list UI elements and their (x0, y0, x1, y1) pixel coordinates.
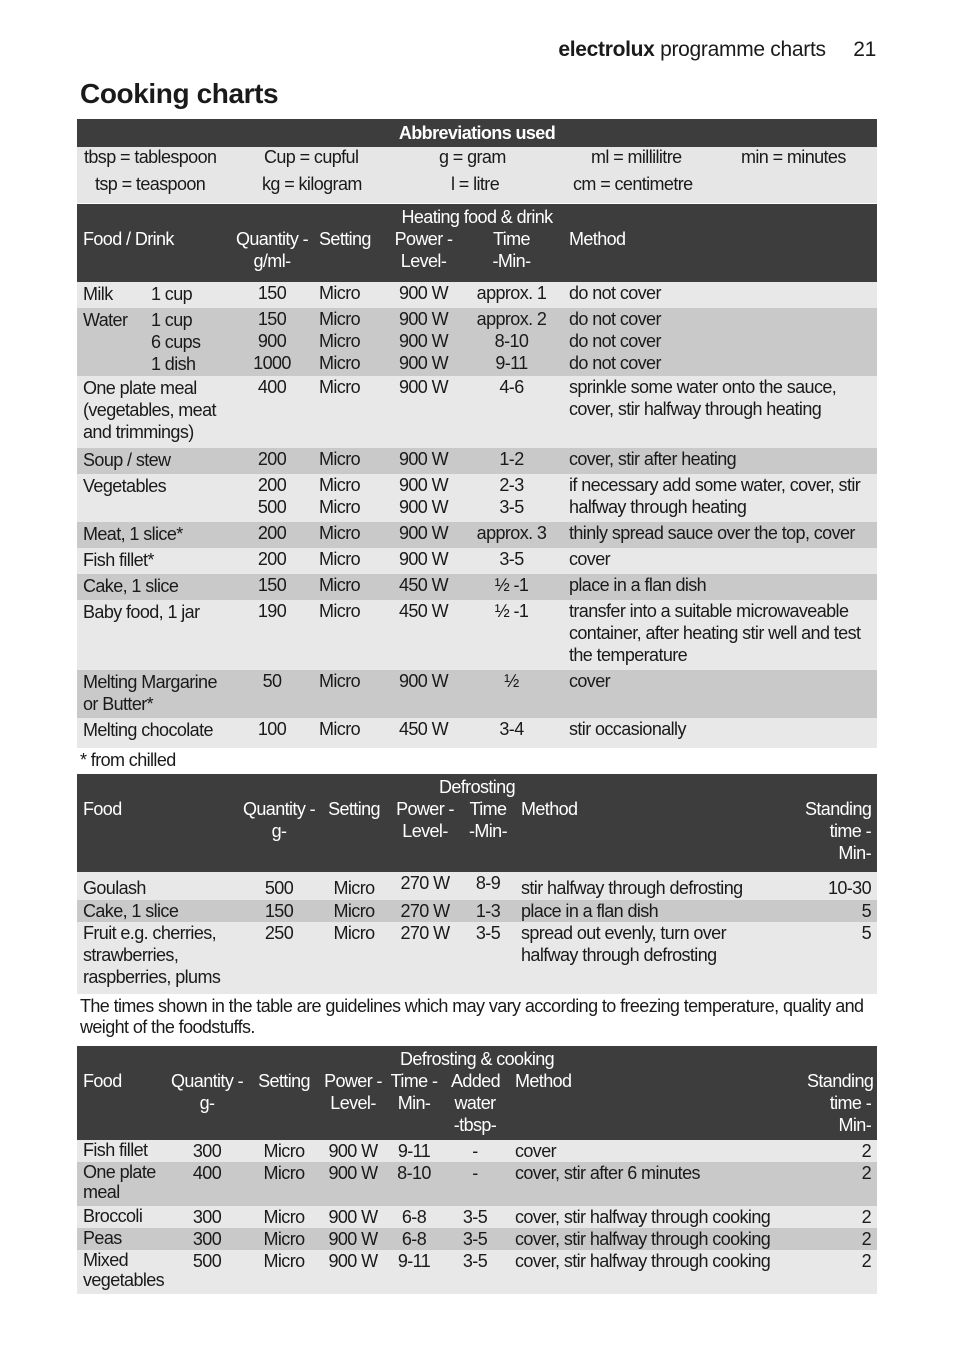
power-cell: 900 W 900 W 900 W (387, 308, 460, 376)
food-cell: Meat, 1 slice* (77, 522, 231, 548)
page-header (558, 38, 876, 62)
method-cell: place in a flan dish (515, 900, 785, 922)
quantity-cell: 500 (165, 1250, 249, 1294)
method-cell: sprinkle some water onto the sauce, cover, stir halfway through heating (563, 376, 877, 448)
food-cell: Cake, 1 slice (77, 574, 231, 600)
col-power: Power -Level- (387, 228, 460, 282)
time-cell: 9-11 (387, 1250, 441, 1294)
table-row (77, 474, 877, 522)
method-cell: transfer into a suitable microwaveable container, after heating stir well and test the temperature (563, 600, 877, 670)
method-cell: cover, stir after 6 minutes (509, 1162, 787, 1206)
quantity-cell: 150 900 1000 (231, 308, 313, 376)
time-cell: 2-3 3-5 (460, 474, 563, 522)
setting-cell: Micro Micro Micro (313, 308, 387, 376)
col-power: Power -Level- (319, 1070, 387, 1140)
setting-cell: Micro (249, 1162, 319, 1206)
method-cell: cover (563, 548, 877, 574)
time-cell: 3-4 (460, 718, 563, 748)
col-food: Food (77, 1070, 165, 1140)
abbr-item: ml = millilitre (591, 147, 682, 167)
food-cell: One plate meal (vegetables, meat and trimmings) (77, 376, 231, 448)
power-cell: 270 W (389, 872, 461, 900)
standing-cell: 2 (787, 1162, 877, 1206)
power-cell: 900 W (319, 1228, 387, 1250)
method-cell: do not cover (563, 282, 877, 308)
setting-cell: Micro (249, 1250, 319, 1294)
setting-cell: Micro (249, 1206, 319, 1228)
quantity-cell: 50 (231, 670, 313, 718)
table-row (77, 574, 877, 600)
abbreviations-box (77, 119, 877, 203)
table-row (77, 670, 877, 718)
table-row (77, 718, 877, 748)
col-quantity: Quantity -g- (165, 1070, 249, 1140)
quantity-cell: 300 (165, 1228, 249, 1250)
food-cell: Baby food, 1 jar (77, 600, 231, 670)
food-cell: Fruit e.g. cherries, strawberries, raspberries, plums (77, 922, 239, 994)
col-time: Time -Min- (460, 228, 563, 282)
method-cell: cover (563, 670, 877, 718)
time-cell: ½ -1 (460, 574, 563, 600)
quantity-cell: 400 (231, 376, 313, 448)
quantity-cell: 200 (231, 448, 313, 474)
food-cell (77, 282, 231, 308)
power-cell: 900 W (387, 376, 460, 448)
abbr-item: kg = kilogram (262, 174, 362, 194)
standing-cell: 2 (787, 1140, 877, 1162)
standing-cell: 5 (785, 922, 877, 994)
table-row (77, 1228, 877, 1250)
quantity-cell: 300 (165, 1140, 249, 1162)
setting-cell: Micro (313, 600, 387, 670)
setting-cell: Micro (313, 282, 387, 308)
standing-cell: 5 (785, 900, 877, 922)
abbr-item: l = litre (451, 174, 500, 194)
power-cell: 900 W (387, 448, 460, 474)
food-cell: Peas (77, 1228, 165, 1250)
defrosting-table (77, 774, 877, 994)
method-cell: cover, stir halfway through cooking (509, 1228, 787, 1250)
setting-cell: Micro (313, 522, 387, 548)
table-row (77, 922, 877, 994)
table-row (77, 600, 877, 670)
abbr-item: tbsp = tablespoon (84, 147, 217, 167)
time-cell: 8-9 (461, 872, 515, 900)
table-row (77, 900, 877, 922)
quantity-cell: 150 (239, 900, 319, 922)
quantity-cell: 400 (165, 1162, 249, 1206)
food-cell: Fish fillet* (77, 548, 231, 574)
table-row (77, 376, 877, 448)
method-cell: spread out evenly, turn over halfway through defrosting (515, 922, 785, 994)
method-cell: do not cover do not cover do not cover (563, 308, 877, 376)
col-method: Method (563, 228, 877, 282)
time-cell: 3-5 (461, 922, 515, 994)
time-cell: approx. 3 (460, 522, 563, 548)
food-cell: Cake, 1 slice (77, 900, 239, 922)
defrost-cook-table (77, 1046, 877, 1294)
time-cell: 4-6 (460, 376, 563, 448)
col-food: Food / Drink (77, 228, 231, 282)
table-row (77, 1162, 877, 1206)
food-cell: Goulash (77, 872, 239, 900)
col-food: Food (77, 798, 239, 872)
power-cell: 450 W (387, 600, 460, 670)
food-cell: Melting chocolate (77, 718, 231, 748)
power-cell: 900 W (387, 548, 460, 574)
time-cell: ½ -1 (460, 600, 563, 670)
method-cell: if necessary add some water, cover, stir halfway through heating (563, 474, 877, 522)
time-cell: ½ (460, 670, 563, 718)
standing-cell: 2 (787, 1250, 877, 1294)
food-cell (77, 308, 231, 376)
setting-cell: Micro (319, 922, 389, 994)
method-cell: thinly spread sauce over the top, cover (563, 522, 877, 548)
col-time: Time -Min- (461, 798, 515, 872)
table-row (77, 282, 877, 308)
food-cell: One plate meal (77, 1162, 165, 1206)
table-row (77, 1250, 877, 1294)
quantity-cell: 200 (231, 522, 313, 548)
table-row (77, 308, 877, 376)
table-row (77, 1206, 877, 1228)
water-cell: - (441, 1162, 509, 1206)
setting-cell: Micro (319, 900, 389, 922)
setting-cell: Micro (313, 376, 387, 448)
time-cell: 8-10 (387, 1162, 441, 1206)
col-setting: Setting (319, 798, 389, 872)
setting-cell: Micro Micro (313, 474, 387, 522)
power-cell: 900 W (387, 522, 460, 548)
food-name: Milk (83, 284, 113, 304)
power-cell: 270 W (389, 922, 461, 994)
table-row (77, 548, 877, 574)
setting-cell: Micro (313, 448, 387, 474)
abbreviations-title: Abbreviations used (77, 119, 877, 147)
col-added-water: Added water -tbsp- (441, 1070, 509, 1140)
page-title: Cooking charts (80, 78, 279, 109)
water-cell: 3-5 (441, 1228, 509, 1250)
method-cell: cover, stir halfway through cooking (509, 1206, 787, 1228)
defrosting-title: Defrosting (77, 774, 877, 798)
power-cell: 900 W (319, 1250, 387, 1294)
heating-title: Heating food & drink (77, 204, 877, 228)
setting-cell: Micro (313, 548, 387, 574)
quantity-cell: 150 (231, 282, 313, 308)
quantity-cell: 250 (239, 922, 319, 994)
col-standing: Standing time -Min- (785, 798, 877, 872)
col-quantity: Quantity -g/ml- (231, 228, 313, 282)
table-row (77, 448, 877, 474)
power-cell: 900 W 900 W (387, 474, 460, 522)
method-cell: stir occasionally (563, 718, 877, 748)
power-cell: 900 W (319, 1140, 387, 1162)
time-cell: 3-5 (460, 548, 563, 574)
abbr-item: g = gram (439, 147, 506, 167)
quantity-cell: 200 500 (231, 474, 313, 522)
defrost-cook-title: Defrosting & cooking (77, 1046, 877, 1070)
section-name: programme charts (660, 38, 826, 61)
abbr-item: cm = centimetre (573, 174, 693, 194)
food-cell: Melting Margarine or Butter* (77, 670, 231, 718)
page-number: 21 (853, 38, 876, 61)
table-row (77, 872, 877, 900)
setting-cell: Micro (249, 1228, 319, 1250)
quantity-cell: 190 (231, 600, 313, 670)
power-cell: 450 W (387, 718, 460, 748)
col-method: Method (509, 1070, 787, 1140)
food-cell: Vegetables (77, 474, 231, 522)
food-cell: Broccoli (77, 1206, 165, 1228)
food-cell: Soup / stew (77, 448, 231, 474)
table-row (77, 522, 877, 548)
standing-cell: 10-30 (785, 872, 877, 900)
col-quantity: Quantity -g- (239, 798, 319, 872)
col-method: Method (515, 798, 785, 872)
standing-cell: 2 (787, 1228, 877, 1250)
food-cell: Mixed vegetables (77, 1250, 165, 1294)
food-portion: 1 cup (151, 284, 193, 304)
food-portion: 1 cup 6 cups 1 dish (151, 310, 201, 374)
time-cell: 6-8 (387, 1228, 441, 1250)
method-cell: cover, stir halfway through cooking (509, 1250, 787, 1294)
power-cell: 900 W (387, 670, 460, 718)
defrosting-note: The times shown in the table are guidelines which may vary according to freezing temperature, quality and weight of the foodstuffs. (80, 996, 864, 1037)
col-setting: Setting (249, 1070, 319, 1140)
quantity-cell: 200 (231, 548, 313, 574)
quantity-cell: 150 (231, 574, 313, 600)
table-row (77, 1140, 877, 1162)
time-cell: approx. 1 (460, 282, 563, 308)
method-cell: place in a flan dish (563, 574, 877, 600)
time-cell: 1-2 (460, 448, 563, 474)
abbr-item: min = minutes (741, 147, 846, 167)
setting-cell: Micro (313, 670, 387, 718)
quantity-cell: 300 (165, 1206, 249, 1228)
heating-table (77, 204, 877, 748)
abbr-item: tsp = teaspoon (95, 174, 206, 194)
food-name: Water (83, 310, 128, 330)
food-cell: Fish fillet (77, 1140, 165, 1162)
setting-cell: Micro (313, 718, 387, 748)
setting-cell: Micro (313, 574, 387, 600)
power-cell: 900 W (319, 1206, 387, 1228)
power-cell: 900 W (387, 282, 460, 308)
col-setting: Setting (313, 228, 387, 282)
method-cell: stir halfway through defrosting (515, 872, 785, 900)
time-cell: 6-8 (387, 1206, 441, 1228)
standing-cell: 2 (787, 1206, 877, 1228)
water-cell: - (441, 1140, 509, 1162)
time-cell: 9-11 (387, 1140, 441, 1162)
col-standing: Standing time -Min- (787, 1070, 877, 1140)
power-cell: 450 W (387, 574, 460, 600)
power-cell: 900 W (319, 1162, 387, 1206)
power-cell: 270 W (389, 900, 461, 922)
water-cell: 3-5 (441, 1250, 509, 1294)
col-power: Power -Level- (389, 798, 461, 872)
setting-cell: Micro (249, 1140, 319, 1162)
brand-name: electrolux (558, 38, 655, 61)
col-time: Time -Min- (387, 1070, 441, 1140)
quantity-cell: 100 (231, 718, 313, 748)
time-cell: 1-3 (461, 900, 515, 922)
time-cell: approx. 2 8-10 9-11 (460, 308, 563, 376)
setting-cell: Micro (319, 872, 389, 900)
method-cell: cover (509, 1140, 787, 1162)
water-cell: 3-5 (441, 1206, 509, 1228)
abbr-item: Cup = cupful (264, 147, 359, 167)
footnote: * from chilled (80, 750, 176, 770)
method-cell: cover, stir after heating (563, 448, 877, 474)
quantity-cell: 500 (239, 872, 319, 900)
